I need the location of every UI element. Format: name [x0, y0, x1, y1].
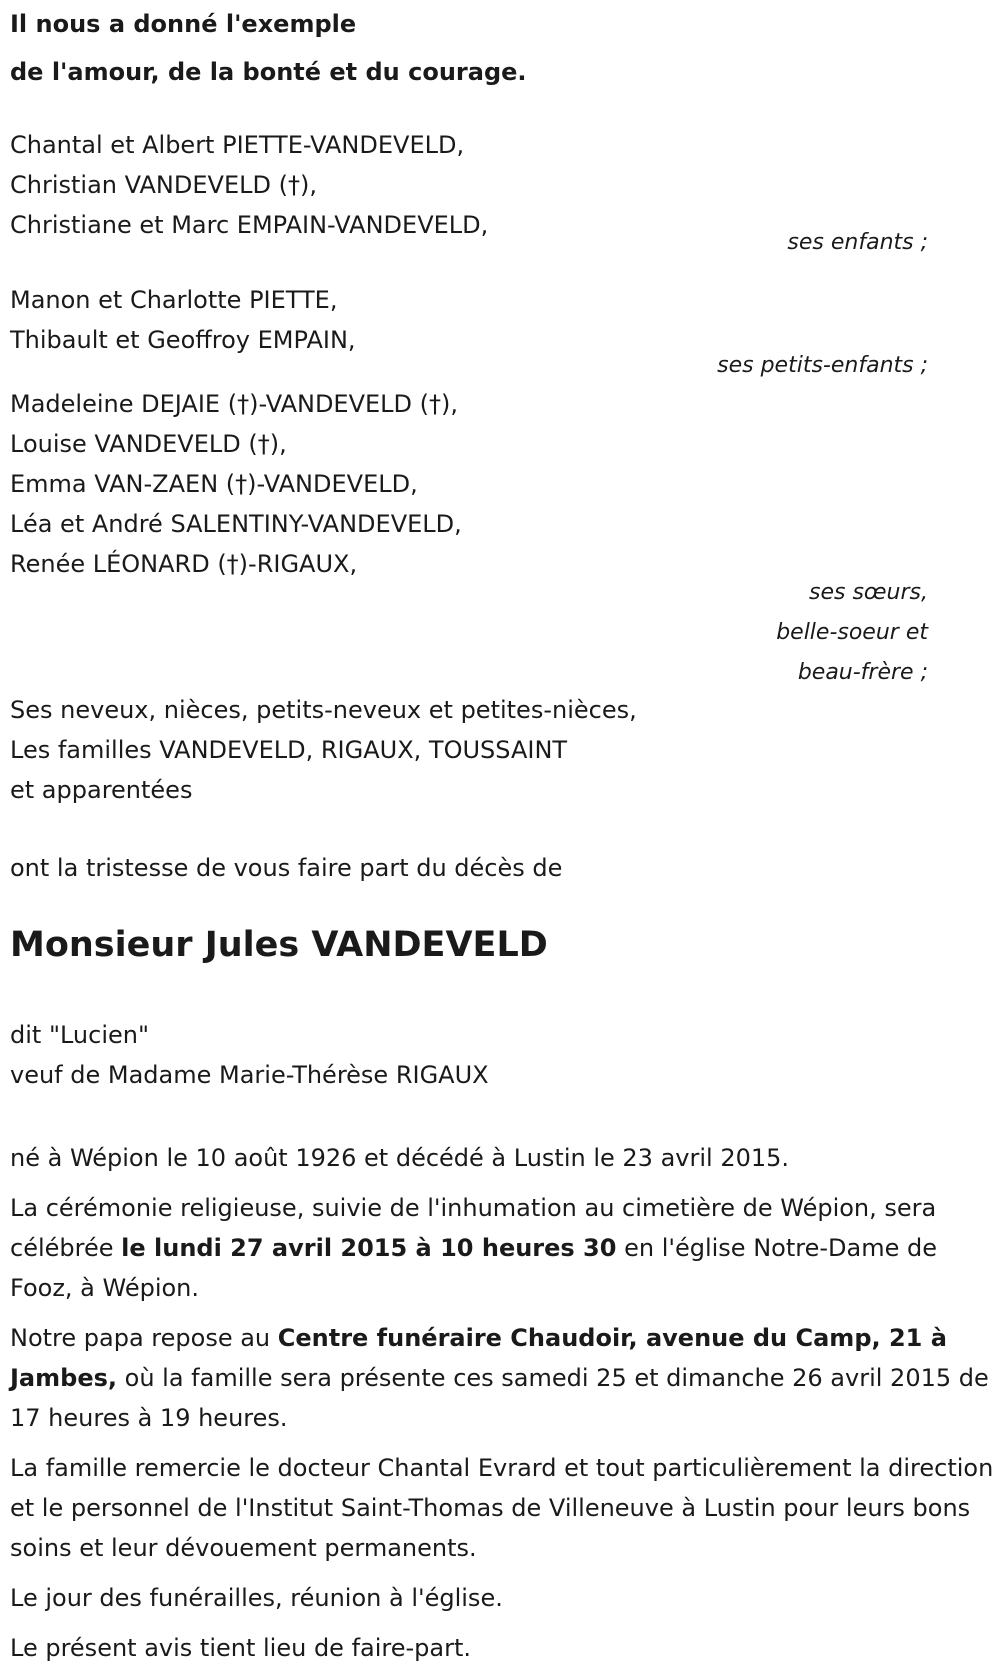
announcement: ont la tristesse de vous faire part du décès de: [10, 854, 563, 882]
family-line: Manon et Charlotte PIETTE,: [10, 286, 338, 314]
visitation-times: où la famille sera présente ces samedi 25 et dimanche 26 avril 2015 de 17 heures à 19 heures.: [10, 1364, 989, 1432]
intro-line-2: de l'amour, de la bonté et du courage.: [10, 58, 527, 86]
family-line: Emma VAN-ZAEN (†)-VANDEVELD,: [10, 470, 418, 498]
family-line: Léa et André SALENTINY-VANDEVELD,: [10, 510, 462, 538]
deceased-widower: veuf de Madame Marie-Thérèse RIGAUX: [10, 1061, 489, 1089]
family-line: Chantal et Albert PIETTE-VANDEVELD,: [10, 131, 465, 159]
ceremony-paragraph: [10, 1188, 995, 1308]
deceased-alias: dit "Lucien": [10, 1021, 150, 1049]
deceased-info: [10, 1015, 489, 1095]
children-list: [10, 125, 488, 245]
grandchildren-list: [10, 280, 356, 360]
family-line: Louise VANDEVELD (†),: [10, 430, 287, 458]
ceremony-date: le lundi 27 avril 2015 à 10 heures 30: [121, 1234, 617, 1262]
visitation-text: Notre papa repose au: [10, 1324, 278, 1352]
role-line: beau-frère ;: [797, 660, 928, 685]
deceased-name: Monsieur Jules VANDEVELD: [10, 925, 548, 965]
visitation-paragraph: [10, 1318, 995, 1438]
family-line: Renée LÉONARD (†)-RIGAUX,: [10, 550, 358, 578]
grandchildren-role: ses petits-enfants ;: [717, 353, 928, 378]
family-line: Ses neveux, nièces, petits-neveux et petites-nièces,: [10, 696, 637, 724]
children-role: ses enfants ;: [787, 230, 928, 255]
role-line: belle-soeur et: [776, 620, 928, 645]
family-line: et apparentées: [10, 776, 193, 804]
family-line: Thibault et Geoffroy EMPAIN,: [10, 326, 356, 354]
intro-line-1: Il nous a donné l'exemple: [10, 10, 357, 38]
birth-death-dates: né à Wépion le 10 août 1926 et décédé à Lustin le 23 avril 2015.: [10, 1144, 790, 1172]
ceremony-location: en l'église Notre-Dame de Fooz, à Wépion.: [10, 1234, 937, 1302]
notice-note: Le présent avis tient lieu de faire-part.: [10, 1634, 472, 1662]
intro-quote: [10, 0, 527, 96]
role-line: ses sœurs,: [809, 580, 928, 605]
family-line: Les familles VANDEVELD, RIGAUX, TOUSSAINT: [10, 736, 568, 764]
family-line: Christiane et Marc EMPAIN-VANDEVELD,: [10, 211, 489, 239]
siblings-list: [10, 384, 462, 584]
family-line: Madeleine DEJAIE (†)-VANDEVELD (†),: [10, 390, 459, 418]
siblings-role: [776, 573, 928, 693]
extended-family-list: [10, 690, 637, 810]
funeral-day-note: Le jour des funérailles, réunion à l'église.: [10, 1584, 503, 1612]
funeral-home: Centre funéraire Chaudoir, avenue du Camp, 21 à Jambes,: [10, 1324, 947, 1392]
family-line: Christian VANDEVELD (†),: [10, 171, 317, 199]
thanks-paragraph: La famille remercie le docteur Chantal Evrard et tout particulièrement la direction et le personnel de l'Institut Saint-Thomas de Villeneuve à Lustin pour leurs bons soins et leur dévouement permanents.: [10, 1454, 994, 1562]
ceremony-text: La cérémonie religieuse, suivie de l'inhumation au cimetière de Wépion, sera célébrée: [10, 1194, 937, 1262]
